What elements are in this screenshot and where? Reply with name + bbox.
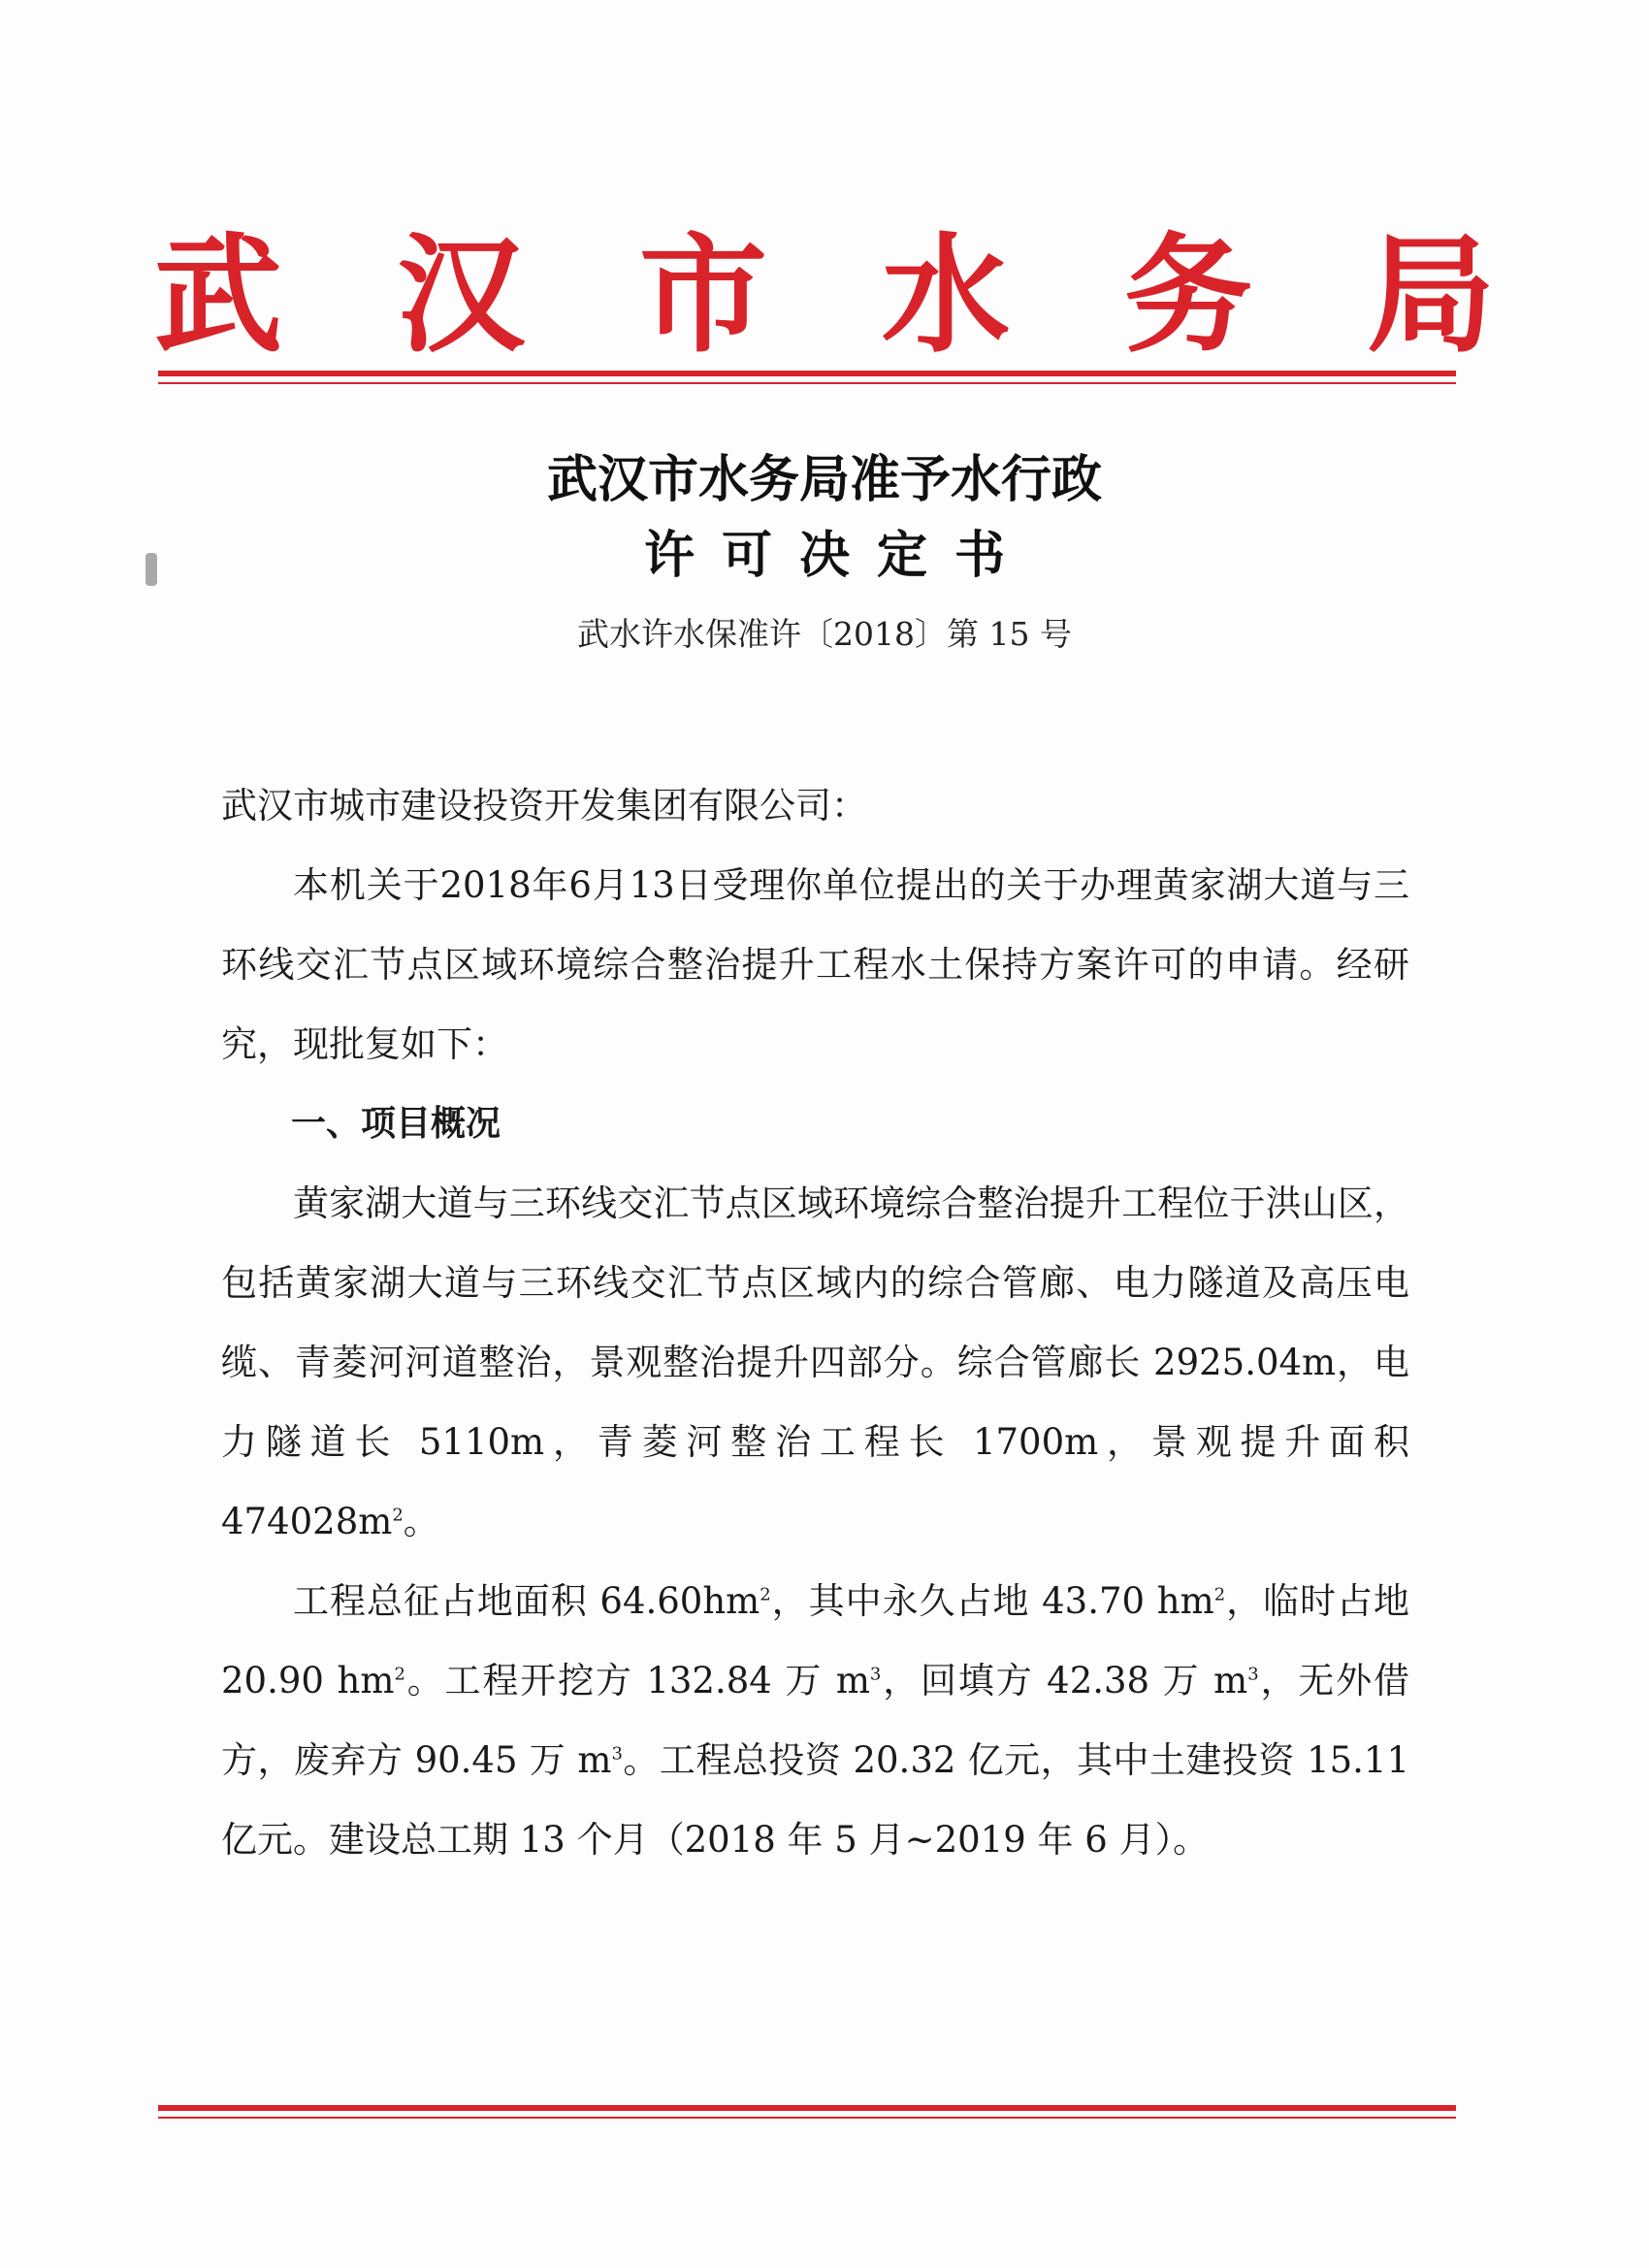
superscript: 2: [392, 1505, 404, 1526]
superscript: 2: [1213, 1584, 1226, 1605]
addressee: 武汉市城市建设投资开发集团有限公司：: [221, 785, 867, 826]
superscript: 3: [1247, 1664, 1259, 1685]
paragraph-text: ，无外借方，废弃方 90.45 万 m: [221, 1660, 1409, 1781]
superscript: 2: [760, 1584, 771, 1605]
paragraph-text: 。工程总投资 20.32 亿元，其中土建投资 15.11 亿元。建设总工期 13 个月（2018 年 5 月~2019 年 6 月）。: [221, 1739, 1409, 1861]
superscript: 3: [869, 1664, 882, 1685]
land-earthwork-paragraph: [221, 1562, 1409, 1880]
paragraph-text: ，其中永久占地 43.70 hm: [770, 1580, 1214, 1622]
letterhead-divider-thin: [158, 382, 1456, 384]
project-overview-paragraph: [221, 1164, 1409, 1562]
superscript: 3: [611, 1743, 623, 1765]
paragraph-text: ，临时占地 20.90 hm: [221, 1580, 1409, 1701]
document-number: 武水许水保准许〔2018〕第 15 号: [577, 615, 1072, 653]
letterhead-char: 汉: [397, 220, 525, 371]
document-title-line1: 武汉市水务局准予水行政: [546, 451, 1102, 509]
paragraph-text: 。工程开挖方 132.84 万 m: [404, 1660, 870, 1701]
intro-paragraph: 本机关于2018年6月13日受理你单位提出的关于办理黄家湖大道与三环线交汇节点区域环境综合整治提升工程水土保持方案许可的申请。经研究，现批复如下：: [221, 864, 1409, 1065]
letterhead-char: 局: [1367, 220, 1495, 371]
letterhead: [146, 220, 1504, 371]
letterhead-divider-thick: [158, 371, 1456, 376]
letterhead-char: 市: [639, 220, 767, 371]
superscript: 2: [394, 1664, 405, 1685]
paragraph-text: 黄家湖大道与三环线交汇节点区域环境综合整治提升工程位于洪山区，包括黄家湖大道与三环线交汇节点区域内的综合管廊、电力隧道及高压电缆、青菱河河道整治，景观整治提升四部分。综合管廊长 2925.04m，电力隧道长 5110m，青菱河整治工程长 1700m，景观提升面积 474028m: [221, 1183, 1409, 1542]
letterhead-char: 武: [154, 220, 282, 371]
letterhead-char: 务: [1124, 220, 1252, 371]
letterhead-char: 水: [882, 220, 1010, 371]
document-body: [221, 766, 1409, 1880]
paragraph-text: ，回填方 42.38 万 m: [881, 1660, 1248, 1701]
paragraph-text: 。: [403, 1501, 439, 1542]
paragraph-text: 工程总征占地面积 64.60hm: [293, 1580, 760, 1622]
footer-divider-thick: [158, 2105, 1456, 2111]
section-heading: 一、项目概况: [291, 1104, 501, 1144]
footer-divider-thin: [158, 2117, 1456, 2119]
document-title-line2: 许可决定书: [643, 527, 1032, 585]
